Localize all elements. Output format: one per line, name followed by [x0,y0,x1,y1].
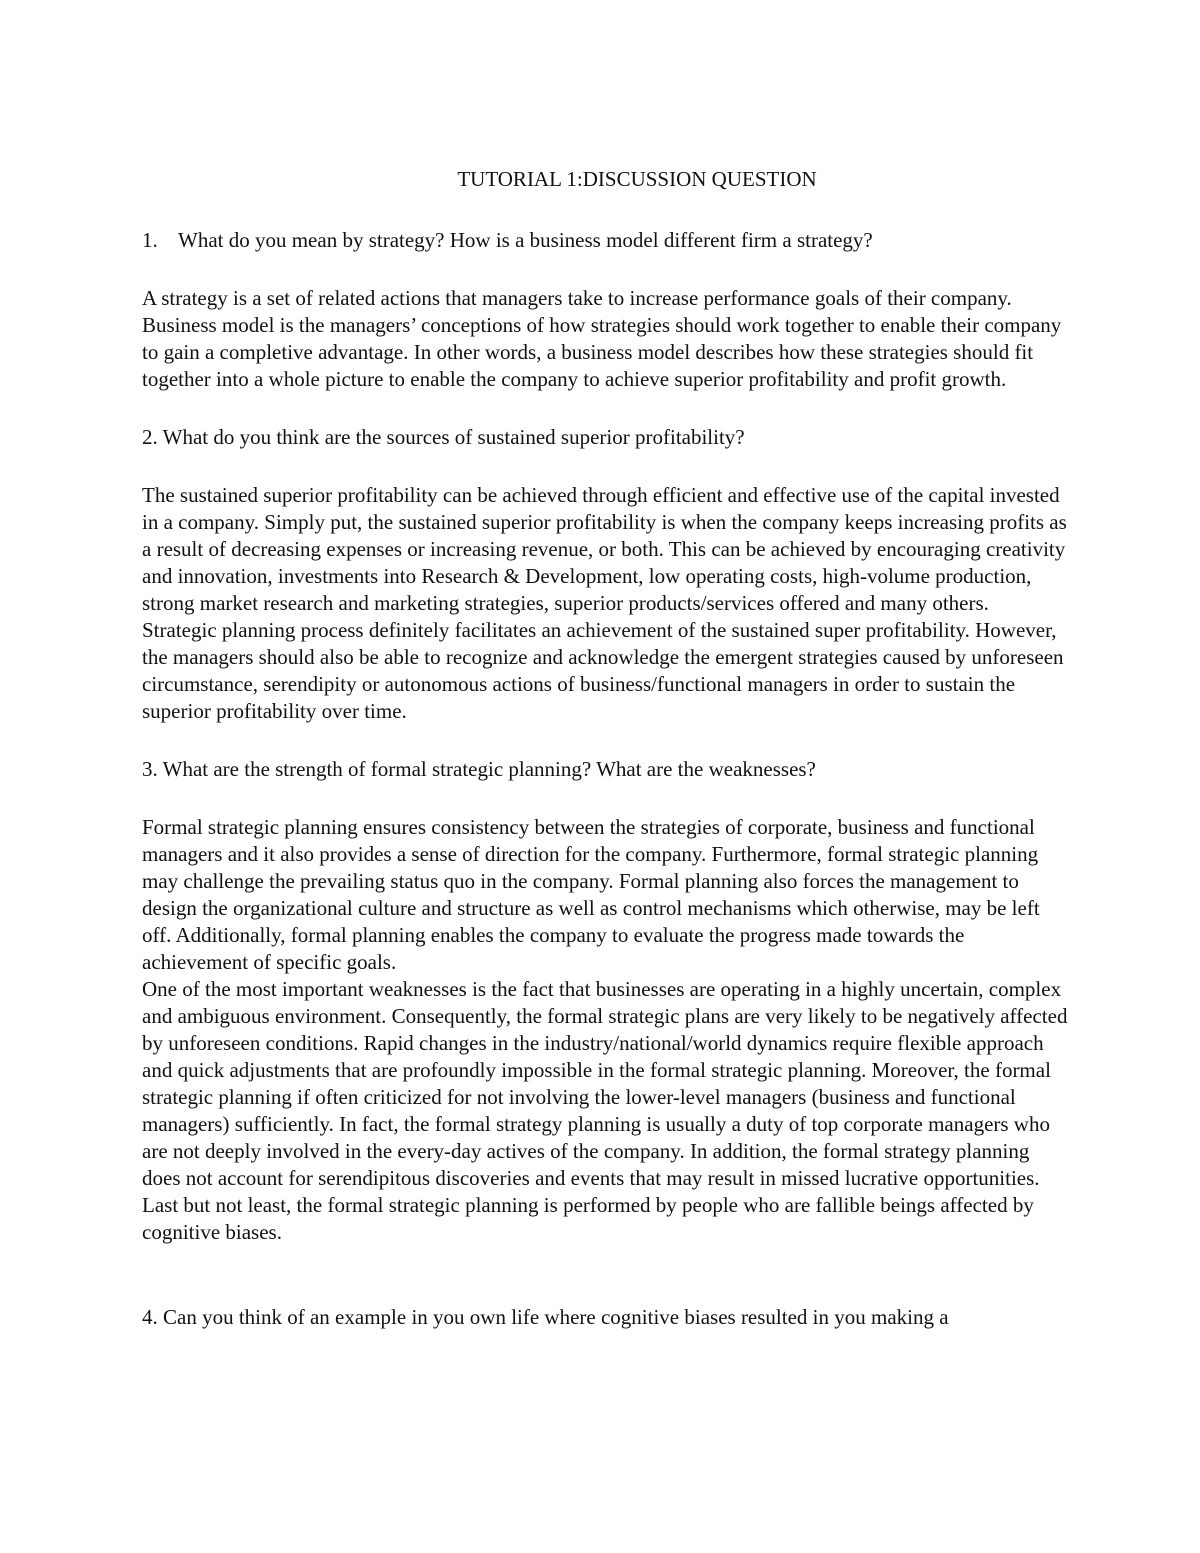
question-1-text: What do you mean by strategy? How is a business model different firm a strategy? [178,228,873,252]
answer-2-paragraph-1: The sustained superior profitability can be achieved through efficient and effective use of the capital invested in a company. Simply put, the sustained superior profitability is when the company keeps increasing profits as a result of decreasing expenses or increasing revenue, or both. This can be achieved by encouraging creativity and innovation, investments into Research & Development, low operating costs, high-volume production, strong market research and marketing strategies, superior products/services offered and many others. [142,483,1067,615]
answer-3-paragraph-1: Formal strategic planning ensures consistency between the strategies of corporate, business and functional managers and it also provides a sense of direction for the company. Furthermore, formal strategic planning may challenge the prevailing status quo in the company. Formal planning also forces the management to design the organizational culture and structure as well as control mechanisms which otherwise, may be left off. Additionally, formal planning enables the company to evaluate the progress made towards the achievement of specific goals. [142,815,1040,974]
question-1 [142,227,1072,254]
answer-1-paragraph-1: A strategy is a set of related actions that managers take to increase performance goals of their company. Business model is the managers’ conceptions of how strategies should work together to enable their company to gain a completive advantage. In other words, a business model describes how these strategies should fit together into a whole picture to enable the company to achieve superior profitability and profit growth. [142,286,1062,391]
question-4: 4. Can you think of an example in you own life where cognitive biases resulted in you making a [142,1305,949,1329]
answer-1 [142,285,1072,393]
document-title: TUTORIAL 1:DISCUSSION QUESTION [457,167,817,191]
answer-2 [142,482,1072,725]
answer-3 [142,814,1072,1246]
question-2: 2. What do you think are the sources of sustained superior profitability? [142,425,745,449]
question-3: 3. What are the strength of formal strategic planning? What are the weaknesses? [142,757,816,781]
question-1-number: 1. [142,228,158,252]
answer-3-paragraph-2: One of the most important weaknesses is the fact that businesses are operating in a highly uncertain, complex and ambiguous environment. Consequently, the formal strategic plans are very likely to be negatively affected by unforeseen conditions. Rapid changes in the industry/national/world dynamics require flexible approach and quick adjustments that are profoundly impossible in the formal strategic planning. Moreover, the formal strategic planning if often criticized for not involving the lower-level managers (business and functional managers) sufficiently. In fact, the formal strategy planning is usually a duty of top corporate managers who are not deeply involved in the every-day actives of the company. In addition, the formal strategy planning does not account for serendipitous discoveries and events that may result in missed lucrative opportunities. Last but not least, the formal strategic planning is performed by people who are fallible beings affected by cognitive biases. [142,977,1068,1244]
document-page [142,166,1072,1362]
answer-2-paragraph-2: Strategic planning process definitely facilitates an achievement of the sustained super profitability. However, the managers should also be able to recognize and acknowledge the emergent strategies caused by unforeseen circumstance, serendipity or autonomous actions of business/functional managers in order to sustain the superior profitability over time. [142,618,1064,723]
